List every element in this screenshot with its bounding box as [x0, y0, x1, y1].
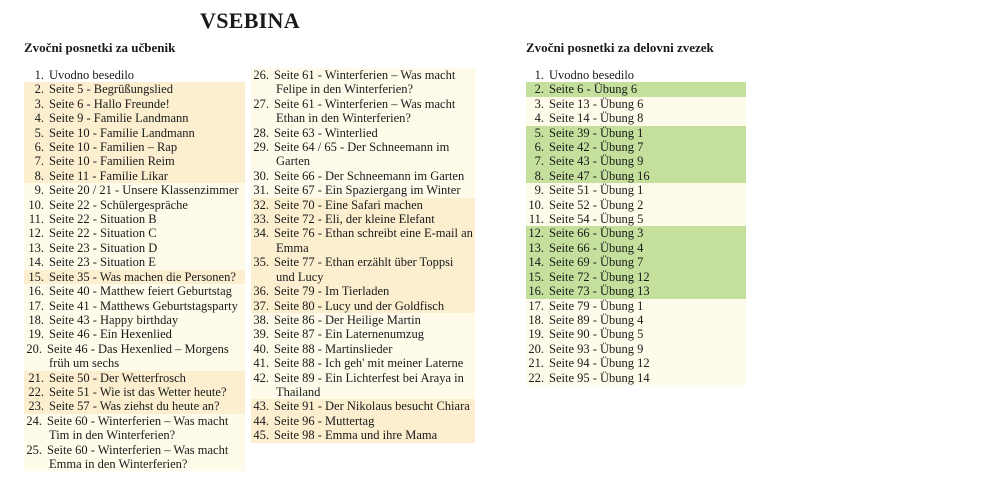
- track-number: 2.: [34, 82, 44, 97]
- track-item[interactable]: [251, 313, 475, 327]
- textbook-heading: Zvočni posnetki za učbenik: [24, 40, 176, 55]
- track-title: Seite 10 - Familie Landmann: [49, 125, 195, 140]
- track-title: Seite 72 - Übung 12: [549, 269, 650, 284]
- track-title: Seite 77 - Ethan erzählt über Toppsi und Lucy: [274, 255, 454, 284]
- track-number: 31.: [253, 183, 269, 198]
- track-item[interactable]: [526, 241, 746, 255]
- track-title: Seite 5 - Begrüßungslied: [49, 82, 173, 97]
- track-title: Seite 90 - Übung 5: [549, 327, 644, 342]
- track-item[interactable]: [526, 97, 746, 111]
- track-number: 17.: [28, 298, 44, 313]
- track-number: 16.: [528, 284, 544, 299]
- track-item[interactable]: [24, 327, 245, 341]
- track-number: 30.: [253, 168, 269, 183]
- track-item[interactable]: [24, 443, 245, 472]
- track-item[interactable]: [251, 371, 475, 400]
- track-item[interactable]: [526, 226, 746, 240]
- track-title: Seite 14 - Übung 8: [549, 111, 644, 126]
- track-item[interactable]: [24, 169, 245, 183]
- track-title: Seite 23 - Situation D: [49, 240, 158, 255]
- track-number: 35.: [253, 255, 269, 270]
- track-title: Seite 42 - Übung 7: [549, 140, 644, 155]
- track-number: 28.: [253, 125, 269, 140]
- track-number: 12.: [28, 226, 44, 241]
- track-number: 37.: [253, 298, 269, 313]
- track-number: 4.: [534, 111, 544, 126]
- track-number: 4.: [34, 111, 44, 126]
- workbook-heading: Zvočni posnetki za delovni zvezek: [526, 40, 714, 55]
- track-title: Seite 93 - Übung 9: [549, 341, 644, 356]
- track-number: 32.: [253, 197, 269, 212]
- track-number: 16.: [28, 284, 44, 299]
- track-title: Seite 43 - Happy birthday: [49, 312, 179, 327]
- track-number: 18.: [28, 312, 44, 327]
- track-item[interactable]: [251, 414, 475, 428]
- track-title: Seite 9 - Familie Landmann: [49, 111, 189, 126]
- track-title: Seite 86 - Der Heilige Martin: [274, 312, 421, 327]
- track-title: Seite 50 - Der Wetterfrosch: [49, 370, 186, 385]
- track-number: 9.: [34, 183, 44, 198]
- track-title: Seite 66 - Übung 4: [549, 240, 644, 255]
- track-item[interactable]: [526, 255, 746, 269]
- track-item[interactable]: [251, 299, 475, 313]
- track-item[interactable]: [526, 270, 746, 284]
- track-title: Seite 88 - Ich geh' mit meiner Laterne: [274, 356, 464, 371]
- track-number: 22.: [528, 370, 544, 385]
- track-title: Seite 39 - Übung 1: [549, 125, 644, 140]
- track-number: 10.: [528, 197, 544, 212]
- track-number: 15.: [28, 269, 44, 284]
- track-title: Seite 46 - Das Hexenlied – Morgens früh um sechs: [47, 341, 229, 371]
- track-title: Seite 43 - Übung 9: [549, 154, 644, 169]
- track-number: 7.: [534, 154, 544, 169]
- track-number: 38.: [253, 312, 269, 327]
- track-item[interactable]: [24, 82, 245, 96]
- track-title: Seite 35 - Was machen die Personen?: [49, 269, 236, 284]
- track-title: Seite 57 - Was ziehst du heute an?: [49, 399, 220, 414]
- track-number: 42.: [253, 370, 269, 385]
- track-item[interactable]: [526, 126, 746, 140]
- track-item[interactable]: [251, 140, 475, 169]
- track-item[interactable]: [24, 299, 245, 313]
- track-item[interactable]: [526, 212, 746, 226]
- track-title: Uvodno besedilo: [49, 68, 135, 82]
- track-title: Seite 60 - Winterferien – Was macht Emma in den Winterferien?: [47, 442, 229, 471]
- track-title: Seite 80 - Lucy und der Goldfisch: [274, 298, 445, 313]
- track-number: 6.: [34, 140, 44, 155]
- track-title: Seite 41 - Matthews Geburtstagsparty: [49, 298, 238, 313]
- track-number: 36.: [253, 284, 269, 299]
- track-item[interactable]: [526, 198, 746, 212]
- track-item[interactable]: [526, 327, 746, 341]
- track-number: 39.: [253, 327, 269, 342]
- track-number: 9.: [534, 183, 544, 198]
- track-title: Uvodno besedilo: [549, 68, 635, 82]
- track-number: 40.: [253, 341, 269, 356]
- track-number: 24.: [26, 413, 42, 428]
- track-item[interactable]: [251, 126, 475, 140]
- track-title: Seite 87 - Ein Laternenumzug: [274, 327, 424, 342]
- track-item[interactable]: [24, 140, 245, 154]
- track-item[interactable]: [24, 154, 245, 168]
- track-number: 23.: [28, 399, 44, 414]
- track-title: Seite 96 - Muttertag: [274, 413, 375, 428]
- track-number: 13.: [28, 240, 44, 255]
- track-title: Seite 95 - Übung 14: [549, 370, 650, 385]
- track-title: Seite 61 - Winterferien – Was macht Ethan in den Winterferien?: [274, 96, 456, 126]
- track-title: Seite 72 - Eli, der kleine Elefant: [274, 212, 435, 227]
- textbook-track-list-1: [24, 68, 245, 471]
- track-number: 22.: [28, 384, 44, 399]
- track-number: 17.: [528, 298, 544, 313]
- track-item[interactable]: [526, 313, 746, 327]
- track-item[interactable]: [526, 140, 746, 154]
- track-title: Seite 11 - Familie Likar: [49, 168, 168, 183]
- track-item[interactable]: [251, 356, 475, 370]
- track-title: Seite 94 - Übung 12: [549, 356, 650, 371]
- track-item[interactable]: [251, 169, 475, 183]
- track-number: 44.: [253, 413, 269, 428]
- track-item[interactable]: [24, 371, 245, 385]
- track-title: Seite 10 - Familien Reim: [49, 154, 175, 169]
- track-number: 11.: [28, 212, 44, 227]
- track-title: Seite 6 - Übung 6: [549, 82, 638, 97]
- track-number: 12.: [528, 226, 544, 241]
- track-item[interactable]: [251, 226, 475, 255]
- track-title: Seite 89 - Ein Lichterfest bei Araya in Thailand: [274, 370, 464, 399]
- track-item[interactable]: [526, 183, 746, 197]
- track-title: Seite 51 - Übung 1: [549, 183, 644, 198]
- track-title: Seite 88 - Martinslieder: [274, 341, 393, 356]
- track-title: Seite 64 / 65 - Der Schneemann im Garten: [274, 140, 450, 169]
- track-item[interactable]: [24, 284, 245, 298]
- track-number: 20.: [26, 341, 42, 356]
- track-number: 43.: [253, 399, 269, 414]
- track-item[interactable]: [24, 241, 245, 255]
- track-number: 5.: [534, 125, 544, 140]
- track-item[interactable]: [526, 371, 746, 385]
- track-item[interactable]: [24, 399, 245, 413]
- track-item[interactable]: [526, 342, 746, 356]
- track-item[interactable]: [251, 327, 475, 341]
- track-item[interactable]: [526, 169, 746, 183]
- track-title: Seite 91 - Der Nikolaus besucht Chiara: [274, 399, 470, 414]
- track-number: 41.: [253, 356, 269, 371]
- track-title: Seite 76 - Ethan schreibt eine E-mail an Emma: [274, 226, 473, 255]
- track-number: 6.: [534, 140, 544, 155]
- track-item[interactable]: [251, 255, 475, 284]
- track-number: 19.: [528, 327, 544, 342]
- track-number: 10.: [28, 197, 44, 212]
- track-title: Seite 73 - Übung 13: [549, 284, 650, 299]
- track-title: Seite 10 - Familien – Rap: [49, 140, 178, 155]
- track-number: 18.: [528, 312, 544, 327]
- track-item[interactable]: [251, 284, 475, 298]
- track-title: Seite 60 - Winterferien – Was macht Tim in den Winterferien?: [47, 413, 229, 443]
- track-title: Seite 63 - Winterlied: [274, 125, 378, 140]
- track-title: Seite 51 - Wie ist das Wetter heute?: [49, 384, 227, 399]
- track-number: 26.: [253, 68, 269, 82]
- track-item[interactable]: [251, 399, 475, 413]
- track-number: 33.: [253, 212, 269, 227]
- workbook-track-list: [526, 68, 746, 385]
- track-number: 5.: [34, 125, 44, 140]
- track-item[interactable]: [526, 154, 746, 168]
- track-title: Seite 70 - Eine Safari machen: [274, 197, 423, 212]
- track-number: 2.: [534, 82, 544, 97]
- track-number: 34.: [253, 226, 269, 241]
- track-title: Seite 47 - Übung 16: [549, 168, 650, 183]
- track-title: Seite 6 - Hallo Freunde!: [49, 96, 170, 111]
- track-title: Seite 13 - Übung 6: [549, 96, 644, 111]
- track-item[interactable]: [24, 212, 245, 226]
- track-item[interactable]: [526, 111, 746, 125]
- track-number: 15.: [528, 269, 544, 284]
- track-number: 1.: [34, 68, 44, 82]
- textbook-track-list-2: [251, 68, 475, 443]
- track-title: Seite 89 - Übung 4: [549, 312, 644, 327]
- track-title: Seite 46 - Ein Hexenlied: [49, 327, 172, 342]
- track-number: 19.: [28, 327, 44, 342]
- track-item[interactable]: [24, 270, 245, 284]
- track-number: 14.: [528, 255, 544, 270]
- track-number: 8.: [34, 168, 44, 183]
- track-item[interactable]: [526, 82, 746, 96]
- track-item[interactable]: [24, 183, 245, 197]
- track-item[interactable]: [251, 198, 475, 212]
- track-item[interactable]: [24, 313, 245, 327]
- track-title: Seite 22 - Schülergespräche: [49, 197, 188, 212]
- track-item[interactable]: [526, 299, 746, 313]
- track-number: 13.: [528, 240, 544, 255]
- track-number: 29.: [253, 140, 269, 155]
- track-number: 3.: [34, 96, 44, 111]
- track-item[interactable]: [526, 284, 746, 298]
- track-number: 1.: [534, 68, 544, 82]
- track-title: Seite 79 - Übung 1: [549, 298, 644, 313]
- track-number: 8.: [534, 168, 544, 183]
- track-number: 14.: [28, 255, 44, 270]
- track-item[interactable]: [526, 356, 746, 370]
- track-number: 21.: [528, 356, 544, 371]
- track-item[interactable]: [24, 97, 245, 111]
- track-title: Seite 52 - Übung 2: [549, 197, 644, 212]
- track-item[interactable]: [24, 342, 245, 371]
- track-item[interactable]: [24, 126, 245, 140]
- track-title: Seite 22 - Situation C: [49, 226, 157, 241]
- track-title: Seite 22 - Situation B: [49, 212, 157, 227]
- track-number: 21.: [28, 370, 44, 385]
- track-number: 11.: [528, 212, 544, 227]
- track-item[interactable]: [24, 255, 245, 269]
- track-number: 45.: [253, 428, 269, 443]
- track-item[interactable]: [24, 226, 245, 240]
- track-item[interactable]: [24, 68, 245, 82]
- track-item[interactable]: [526, 68, 746, 82]
- track-item[interactable]: [251, 97, 475, 126]
- track-title: Seite 40 - Matthew feiert Geburtstag: [49, 284, 232, 299]
- track-title: Seite 79 - Im Tierladen: [274, 284, 390, 299]
- track-title: Seite 20 / 21 - Unsere Klassenzimmer: [49, 183, 239, 198]
- track-item[interactable]: [251, 68, 475, 97]
- track-title: Seite 66 - Übung 3: [549, 226, 644, 241]
- track-item[interactable]: [24, 385, 245, 399]
- track-number: 27.: [253, 96, 269, 111]
- track-title: Seite 66 - Der Schneemann im Garten: [274, 168, 465, 183]
- track-item[interactable]: [251, 342, 475, 356]
- track-title: Seite 23 - Situation E: [49, 255, 156, 270]
- track-title: Seite 54 - Übung 5: [549, 212, 644, 227]
- track-item[interactable]: [251, 428, 475, 442]
- track-number: 20.: [528, 341, 544, 356]
- track-number: 3.: [534, 96, 544, 111]
- page-title: VSEBINA: [200, 8, 300, 33]
- track-item[interactable]: [251, 183, 475, 197]
- track-item[interactable]: [24, 111, 245, 125]
- track-title: Seite 61 - Winterferien – Was macht Felipe in den Winterferien?: [274, 68, 456, 97]
- track-item[interactable]: [251, 212, 475, 226]
- track-title: Seite 69 - Übung 7: [549, 255, 644, 270]
- track-item[interactable]: [24, 414, 245, 443]
- track-title: Seite 98 - Emma und ihre Mama: [274, 428, 438, 443]
- track-title: Seite 67 - Ein Spaziergang im Winter: [274, 183, 461, 198]
- track-number: 7.: [34, 154, 44, 169]
- track-item[interactable]: [24, 198, 245, 212]
- track-number: 25.: [26, 442, 42, 457]
